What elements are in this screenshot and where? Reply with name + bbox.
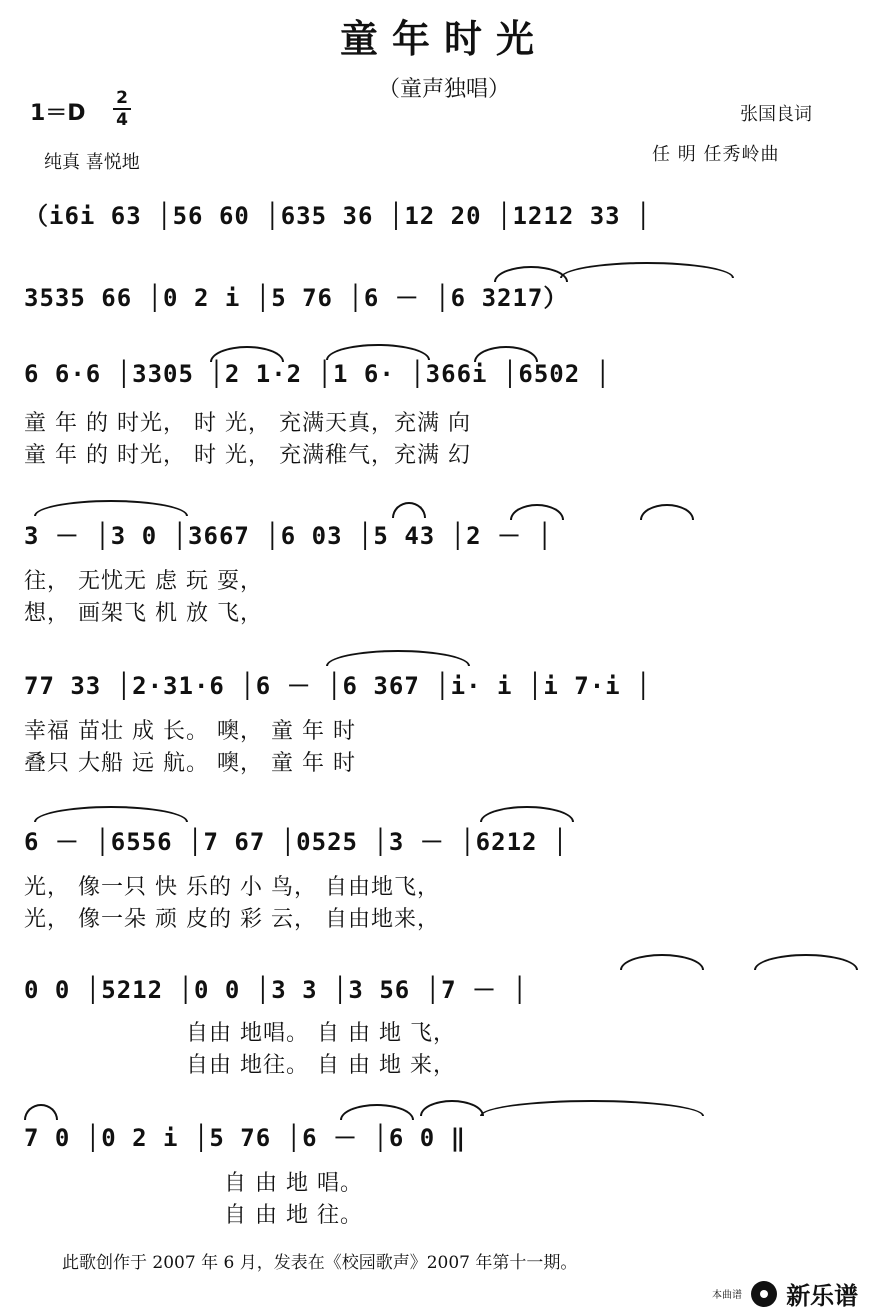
tempo-marking: 纯真 喜悦地	[44, 152, 140, 173]
slur-mark	[640, 504, 694, 520]
logo-brand: 新乐谱	[786, 1282, 859, 1310]
notation-row-2: 3535 66 │0 2 i │5 76 │6 － │6 3217）	[24, 284, 569, 312]
slur-mark	[326, 650, 470, 666]
slur-mark	[34, 500, 188, 516]
slur-mark	[620, 954, 704, 970]
slur-mark	[474, 346, 538, 362]
lyric-verse-2: 想， 画架飞 机 放 飞，	[24, 601, 263, 626]
slur-mark	[420, 1100, 484, 1116]
notation-row-6: 6 － │6556 │7 67 │0525 │3 － │6212 │	[24, 828, 569, 856]
time-signature-bottom: 4	[116, 110, 128, 130]
notation-row-4: 3 － │3 0 │3667 │6 03 │5 43 │2 － │	[24, 522, 553, 550]
time-signature-top: 2	[113, 88, 131, 110]
lyric-verse-1: 童 年 的 时光， 时 光， 充满天真，充满 向	[24, 411, 471, 436]
lyric-verse-2: 自由 地往。 自 由 地 来，	[186, 1053, 456, 1078]
slur-mark	[210, 346, 284, 362]
slur-mark	[754, 954, 858, 970]
lyric-verse-1: 往， 无忧无 虑 玩 耍，	[24, 569, 263, 594]
notation-row-8: 7 0 │0 2 i │5 76 │6 － │6 0 ‖	[24, 1124, 467, 1152]
slur-mark	[34, 806, 188, 822]
lyric-verse-2: 童 年 的 时光， 时 光， 充满稚气，充满 幻	[24, 443, 471, 468]
slur-mark	[480, 1100, 704, 1116]
music-disc-icon	[751, 1281, 777, 1307]
lyric-verse-1: 自由 地唱。 自 由 地 飞，	[186, 1021, 456, 1046]
slur-mark	[24, 1104, 58, 1120]
slur-mark	[560, 262, 734, 278]
slur-mark	[392, 502, 426, 518]
notation-row-7: 0 0 │5212 │0 0 │3 3 │3 56 │7 － │	[24, 976, 528, 1004]
slur-mark	[480, 806, 574, 822]
logo-caption: 本曲谱	[712, 1290, 742, 1301]
lyric-verse-1: 自 由 地 唱。	[224, 1171, 363, 1196]
song-subtitle: （童声独唱）	[377, 77, 510, 102]
lyricist-credit: 张国良词	[740, 104, 812, 125]
slur-mark	[494, 266, 568, 282]
slur-mark	[340, 1104, 414, 1120]
notation-row-1: （i6i 63 │56 60 │635 36 │12 20 │1212 33 │	[24, 202, 652, 230]
lyric-verse-2: 光， 像一朵 顽 皮的 彩 云， 自由地来，	[24, 907, 440, 932]
notation-row-5: 77 33 │2·31·6 │6 － │6 367 │i· i │i 7·i │	[24, 672, 652, 700]
slur-mark	[510, 504, 564, 520]
song-title: 童年时光	[339, 17, 548, 61]
key-signature: 1＝D	[30, 101, 86, 126]
publication-note: 此歌创作于 2007 年 6 月，发表在《校园歌声》2007 年第十一期。	[62, 1253, 578, 1273]
slur-mark	[326, 344, 430, 360]
lyric-verse-2: 自 由 地 往。	[224, 1203, 363, 1228]
lyric-verse-1: 光， 像一只 快 乐的 小 鸟， 自由地飞，	[24, 875, 440, 900]
lyric-verse-2: 叠只 大船 远 航。 噢， 童 年 时	[24, 751, 356, 776]
site-logo[interactable]	[712, 1276, 858, 1311]
lyric-verse-1: 幸福 苗壮 成 长。 噢， 童 年 时	[24, 719, 356, 744]
notation-row-3: 6 6·6 │3305 │2 1·2 │1 6· │366i │6502 │	[24, 360, 612, 388]
time-signature	[113, 88, 131, 130]
composer-credit: 任 明 任秀岭曲	[652, 144, 780, 165]
